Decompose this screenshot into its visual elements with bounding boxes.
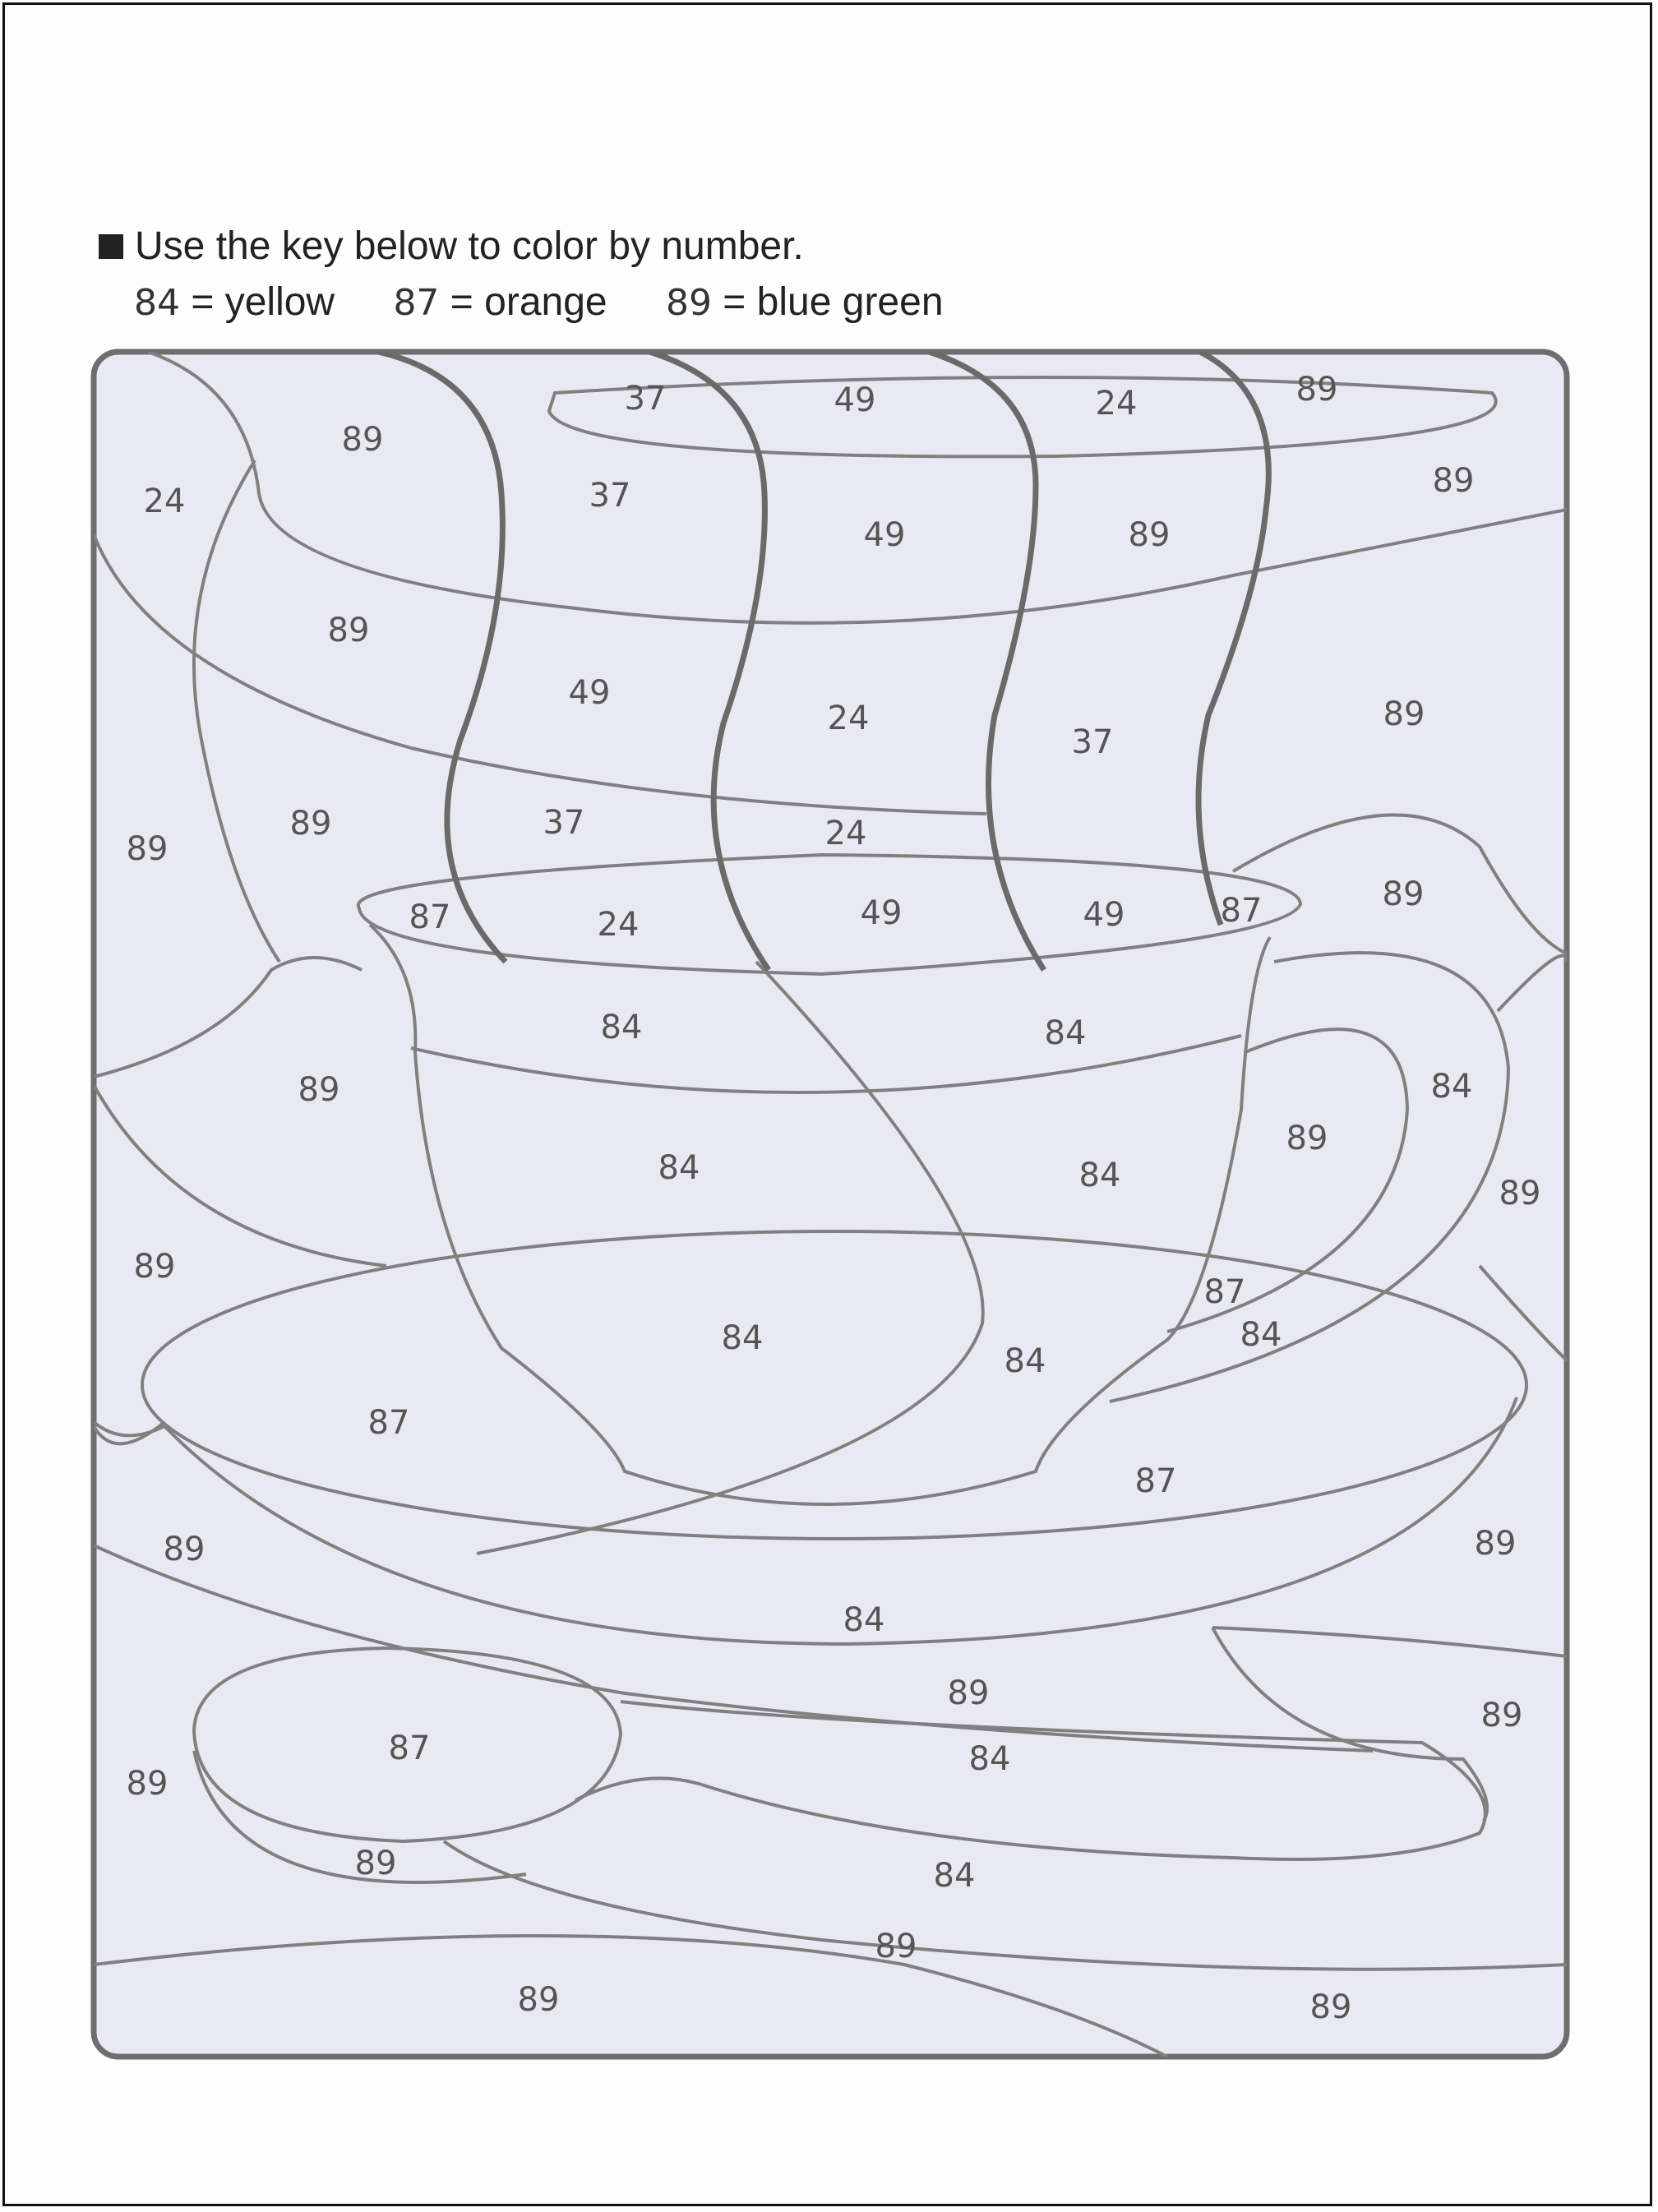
region-number-label: 24 [597,906,640,944]
region-number-label: 89 [354,1845,397,1882]
region-number-label: 89 [126,830,169,868]
region-number-label: 84 [968,1740,1011,1778]
region-number-label: 37 [624,380,667,418]
region-number-label: 89 [517,1981,560,2019]
region-number-label: 89 [1499,1175,1541,1212]
region-number-label: 84 [1078,1157,1121,1194]
region-number-label: 89 [327,612,370,649]
region-number-label: 89 [1383,695,1425,733]
region-number-label: 24 [827,700,870,737]
region-number-label: 84 [721,1319,764,1357]
region-number-label: 89 [1128,516,1171,554]
region-number-label: 89 [1295,371,1338,409]
region-number-label: 24 [143,483,186,520]
key-color: = orange [439,280,607,324]
picture-frame [94,352,1567,2057]
region-number-label: 87 [1220,892,1263,930]
region-number-label: 89 [133,1248,176,1286]
region-number-label: 84 [1240,1316,1282,1354]
instruction-text: Use the key below to color by number. [135,224,804,268]
region-number-label: 87 [1203,1273,1246,1311]
region-number-label: 37 [589,477,631,515]
region-number-label: 87 [367,1404,410,1442]
region-number-label: 49 [1083,896,1125,934]
region-number-label: 24 [1095,385,1138,423]
region-number-label: 84 [1430,1068,1473,1106]
region-number-label: 84 [933,1857,976,1895]
region-number-label: 89 [1309,1988,1352,2026]
region-number-label: 87 [388,1729,431,1767]
region-number-label: 87 [1134,1462,1177,1500]
key-color: = blue green [711,280,944,324]
region-number-label: 89 [1432,462,1475,500]
region-number-label: 89 [1286,1120,1328,1157]
region-number-label: 84 [658,1149,700,1187]
region-number-label: 87 [409,898,451,936]
region-number-label: 89 [163,1531,206,1568]
region-number-label: 89 [341,421,384,459]
region-number-label: 49 [860,894,903,932]
region-number-label: 89 [298,1071,340,1109]
region-number-label: 84 [1044,1014,1087,1052]
region-number-label: 49 [863,516,906,554]
region-number-label: 89 [126,1765,169,1803]
region-number-label: 89 [875,1928,917,1965]
region-number-label: 49 [568,674,611,712]
region-number-label: 37 [543,804,585,842]
region-number-label: 89 [1474,1525,1517,1563]
region-number-label: 84 [843,1601,885,1639]
region-number-label: 89 [1382,875,1425,913]
region-number-label: 49 [834,381,876,419]
key-number: 84 [134,282,180,324]
region-number-label: 24 [824,815,867,852]
region-number-label: 89 [947,1674,990,1712]
region-number-label: 37 [1071,723,1114,761]
region-number-label: 84 [600,1009,643,1046]
region-number-label: 89 [289,805,332,843]
region-number-label: 89 [1480,1697,1523,1734]
key-number: 87 [393,282,440,324]
key-number: 89 [665,282,712,324]
key-color: = yellow [180,280,335,324]
region-number-label: 84 [1004,1342,1046,1380]
